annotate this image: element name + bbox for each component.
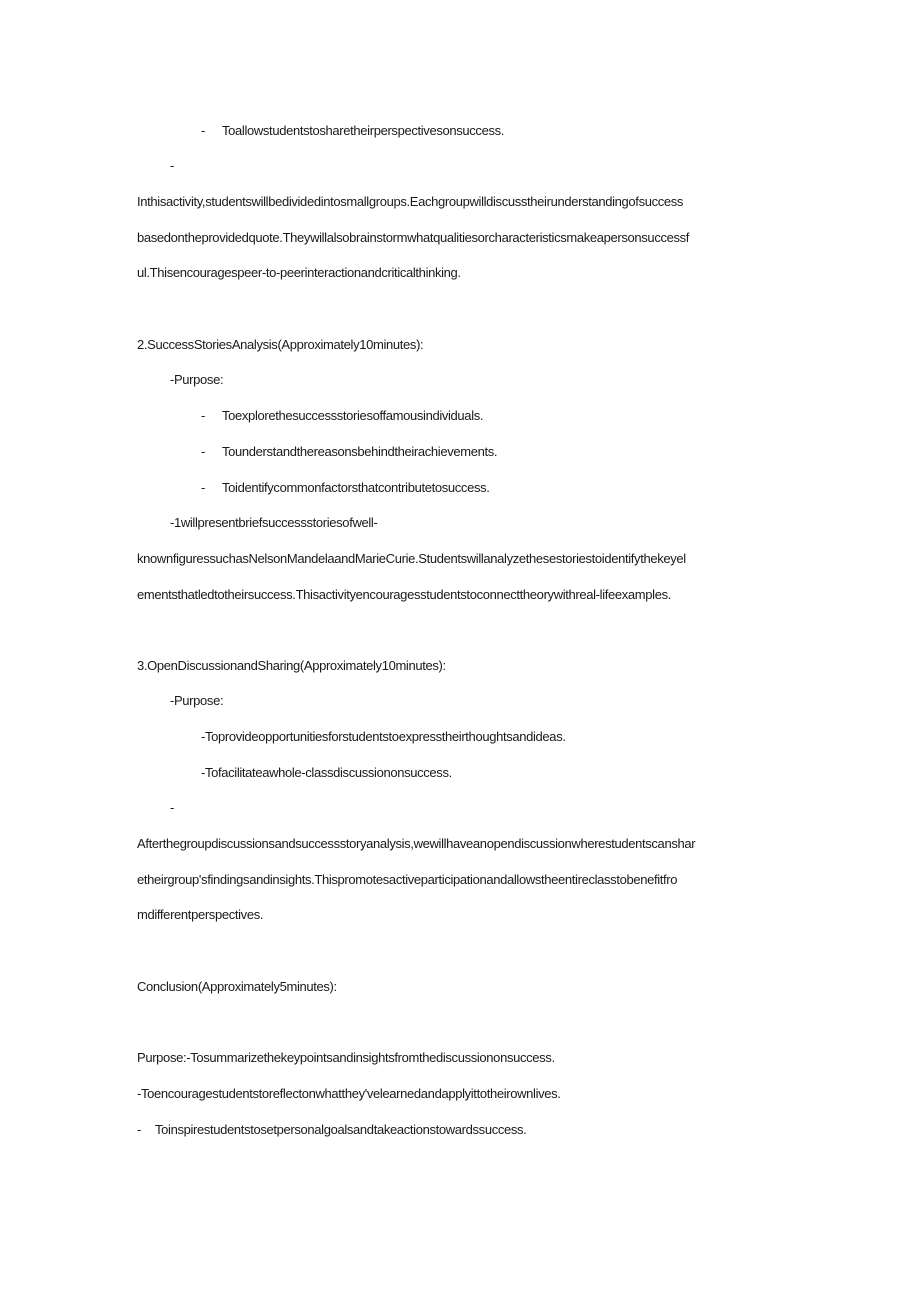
section2-bullet: Toexplorethesuccessstoriesoffamousindividuals. [222,408,484,423]
section3-heading: 3.OpenDiscussionandSharing(Approximately10minutes): [137,658,446,673]
conclusion-heading: Conclusion(Approximately5minutes): [137,979,337,994]
bullet-dash: - [201,123,205,138]
section2-para-line: knownfiguressuchasNelsonMandelaandMarieCurie.Studentswillanalyzethesestoriestoidentifythekeyel [137,551,686,566]
section3-bullet: -Toprovideopportunitiesforstudentstoexpresstheirthoughtsandideas. [201,729,566,744]
conclusion-line: Purpose:-Tosummarizethekeypointsandinsightsfromthediscussiononsuccess. [137,1050,555,1065]
conclusion-bullet: Toinspirestudentstosetpersonalgoalsandtakeactionstowardssuccess. [155,1122,527,1137]
section3-purpose-label: -Purpose: [170,693,224,708]
section2-purpose-label: -Purpose: [170,372,224,387]
intro-para-line: basedontheprovidedquote.Theywillalsobrainstormwhatqualitiesorcharacteristicsmakeapersonsuccessf [137,230,690,245]
bullet-dash: - [137,1122,141,1137]
intro-para-line: ul.Thisencouragespeer-to-peerinteractionandcriticalthinking. [137,265,461,280]
intro-bullet-text: Toallowstudentstosharetheirperspectivesonsuccess. [222,123,505,138]
section3-dash: - [170,800,174,815]
conclusion-line: -Toencouragestudentstoreflectonwhatthey'velearnedandapplyittotheirownlives. [137,1086,561,1101]
intro-para-line: Inthisactivity,studentswillbedividedintosmallgroups.Eachgroupwilldiscusstheirunderstandingofsuccess [137,194,684,209]
section2-heading: 2.SuccessStoriesAnalysis(Approximately10minutes): [137,337,424,352]
bullet-dash: - [201,408,205,423]
section2-para-line: ementsthatledtotheirsuccess.Thisactivityencouragesstudentstoconnecttheorywithreal-lifeexamples. [137,587,671,602]
section3-para-line: Afterthegroupdiscussionsandsuccessstoryanalysis,wewillhaveanopendiscussionwherestudentscanshar [137,836,696,851]
bullet-dash: - [201,480,205,495]
section2-bullet: Tounderstandthereasonsbehindtheirachievements. [222,444,498,459]
section2-para-lead: -1willpresentbriefsuccessstoriesofwell- [170,515,378,530]
intro-dash: - [170,158,174,173]
bullet-dash: - [201,444,205,459]
section3-bullet: -Tofacilitateawhole-classdiscussiononsuccess. [201,765,452,780]
section3-para-line: mdifferentperspectives. [137,907,264,922]
section2-bullet: Toidentifycommonfactorsthatcontributetosuccess. [222,480,490,495]
section3-para-line: etheirgroup'sfindingsandinsights.Thispromotesactiveparticipationandallowstheentireclasstobenefitfro [137,872,678,887]
